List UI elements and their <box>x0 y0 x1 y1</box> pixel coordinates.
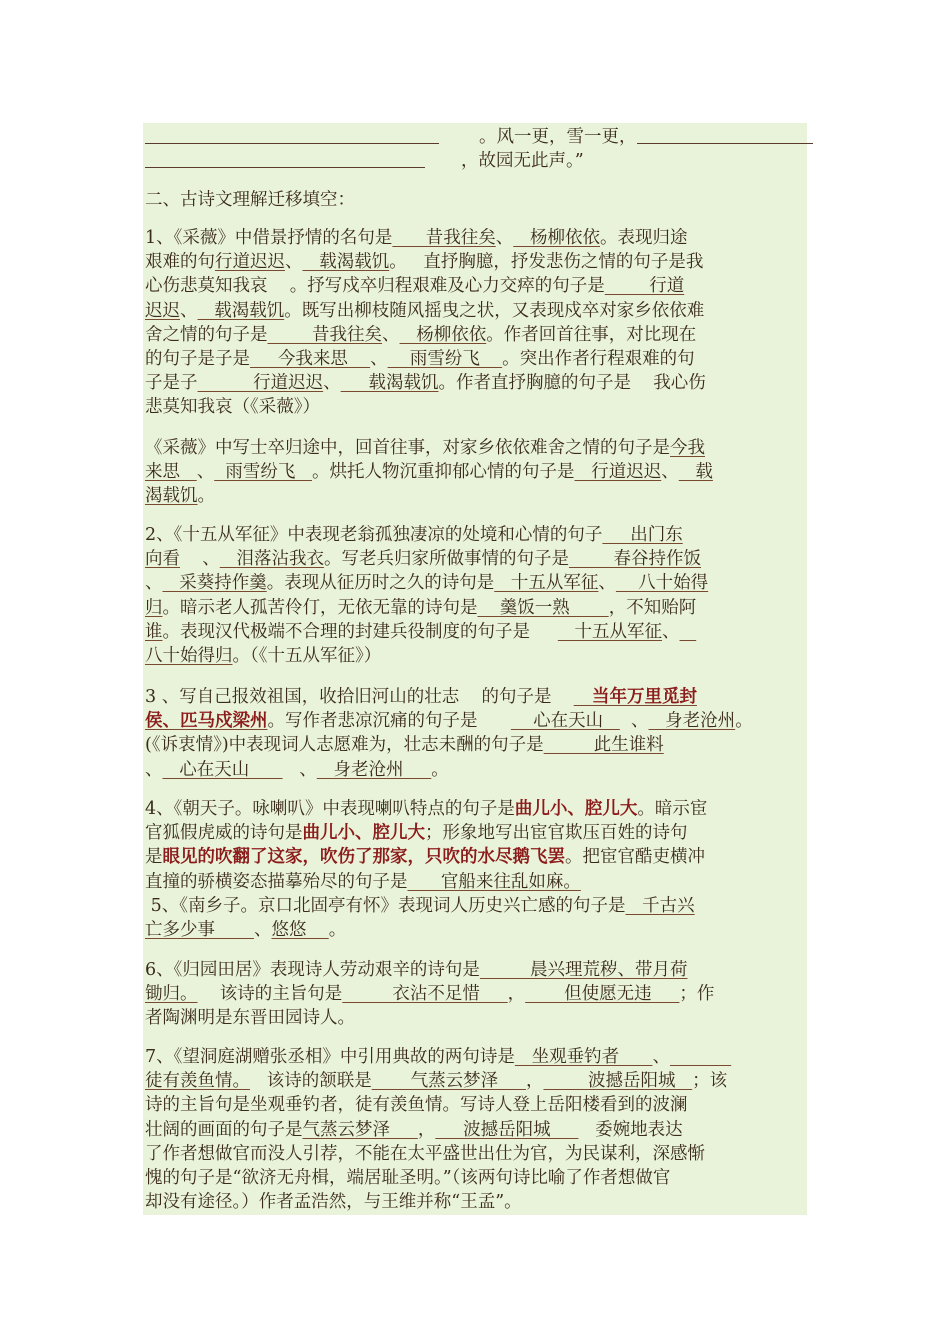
line-text: 1、《采薇》中借景抒情的名句是 <box>145 228 393 248</box>
line-text: 直撞的骄横姿态描摹殆尽的句子是 <box>145 871 408 892</box>
answer-blank: 今我来思 <box>250 348 371 369</box>
answer-blank: 但使愿无违 <box>525 984 680 1005</box>
text-line <box>145 797 813 821</box>
answer-blank: 心在天山 <box>162 759 283 780</box>
answer-blank: 载渴载饥 <box>197 300 285 321</box>
text-line <box>145 371 813 395</box>
line-text: 、 <box>598 573 616 594</box>
line-text: 、 <box>282 759 317 780</box>
line-text: 壮阔的画面的句子是 <box>145 1119 303 1140</box>
answer-blank: 杨柳依依 <box>513 228 600 248</box>
answer-blank: 八十始得 <box>615 573 709 594</box>
fill-blank <box>145 125 439 144</box>
text-line <box>145 685 813 709</box>
text-line <box>145 894 813 918</box>
line-text: ；形象地写出宦官欺压百姓的诗句 <box>425 823 688 844</box>
paragraph-guiyuan-tianju <box>145 958 813 1031</box>
answer-blank: 谁 <box>145 621 163 642</box>
line-text: 、 <box>285 252 303 273</box>
text-line <box>145 1118 813 1142</box>
answer-blank: 身老沧州 <box>316 759 432 780</box>
line-text: 、 <box>253 919 272 940</box>
answer-blank: 昔我往矣 <box>267 324 383 345</box>
text-line <box>145 982 813 1006</box>
answer-blank: 波撼岳阳城 <box>543 1071 693 1092</box>
answer-blank: 载 <box>678 462 713 483</box>
text-line <box>145 821 813 845</box>
line-text: 。暗示老人孤苦伶仃，无依无靠的诗句是 <box>162 597 478 618</box>
fill-blank <box>145 149 425 168</box>
bold-answer: 眼见的吹翻了这家，吹伤了那家，只吹的水尽鹅飞罢 <box>162 847 565 868</box>
line-text: 、 <box>661 462 679 483</box>
line-text: 诗的主旨句是坐观垂钓者，徒有羡鱼情。写诗人登上岳阳楼看到的波澜 <box>145 1095 688 1116</box>
text-line <box>145 571 813 595</box>
line-text: 、 <box>180 300 198 321</box>
line-text: 7、《望洞庭湖赠张丞相》中引用典故的两句诗是 <box>145 1047 515 1067</box>
text-line <box>145 547 813 571</box>
line-text: 2、《十五从军征》中表现老翁孤独凄凉的处境和心情的句子 <box>145 525 603 545</box>
fragment-text: ，故园无此声。” <box>461 151 584 172</box>
answer-blank: 晨兴理荒秽、带月荷 <box>479 960 688 980</box>
line-text: 、 <box>662 621 680 642</box>
line-text: 。 直抒胸臆，抒发悲伤之情的句子是我 <box>389 252 704 273</box>
line-text: 。突出作者行程艰难的句 <box>502 348 695 369</box>
line-text: 。表现从征历时之久的诗句是 <box>266 573 495 594</box>
line-text: 、 <box>145 573 163 594</box>
line-text: ， <box>417 1119 436 1140</box>
text-line <box>145 226 813 250</box>
line-text: 《采薇》中写士卒归途中，回首往事，对家乡依依难舍之情的句子是 <box>145 438 670 458</box>
answer-blank: 气蒸云梦泽 <box>302 1119 418 1140</box>
text-line <box>145 250 813 274</box>
answer-blank: 心在天山 <box>510 711 620 732</box>
answer-blank: 今我 <box>670 438 705 458</box>
line-text: ；该 <box>692 1071 728 1092</box>
line-text: 。写老兵归家所做事情的句子是 <box>323 549 569 570</box>
answer-blank: 载渴载饥 <box>340 373 439 394</box>
text-line <box>145 1093 813 1117</box>
answer-blank: 雨雪纷飞 <box>214 462 313 483</box>
line-text: 是 <box>145 847 163 868</box>
line-text: 、 <box>323 373 341 394</box>
paragraph-caiwei-1 <box>145 226 813 420</box>
answer-blank: 千古兴 <box>625 895 695 916</box>
answer-blank: 衣沾不足惜 <box>342 984 508 1005</box>
answer-blank: 行道迟迟 <box>215 252 285 273</box>
answer-blank: 此生谁料 <box>543 735 664 756</box>
line-text: 该诗的颔联是 <box>250 1071 372 1092</box>
answer-blank: 昔我往矣 <box>392 228 496 248</box>
line-text: 。 <box>197 486 215 507</box>
text-line <box>145 620 813 644</box>
line-text: 。暗示宦 <box>637 799 708 819</box>
line-text: 3 、写自己报效祖国，收拾旧河山的壮志 的句子是 <box>145 687 574 707</box>
answer-blank: 徒有羡鱼情。 <box>145 1071 250 1092</box>
line-text: 4、《朝天子。咏喇叭》中表现喇叭特点的句子是 <box>145 799 515 819</box>
answer-blank: 官船来往乱如麻。 <box>407 871 581 892</box>
answer-blank: 气蒸云梦泽 <box>371 1071 526 1092</box>
line-text: 。 <box>328 919 347 940</box>
fill-blank <box>637 125 813 144</box>
text-line <box>145 347 813 371</box>
line-text: (《诉衷情》)中表现词人志愿难为，壮志未酬的句子是 <box>145 735 544 756</box>
line-text: ；作 <box>679 984 715 1005</box>
text-line <box>145 733 813 757</box>
line-text: 艰难的句 <box>145 252 215 273</box>
text-line <box>145 596 813 620</box>
line-text: 。既写出柳枝随风摇曳之状，又表现戍卒对家乡依依难 <box>284 300 705 321</box>
text-line <box>145 395 813 419</box>
answer-blank: 泪落沾我衣 <box>219 549 324 570</box>
text-line <box>145 758 813 782</box>
text-line <box>145 436 813 460</box>
answer-blank: 十五从军征 <box>557 621 663 642</box>
section-heading: 二、古诗文理解迁移填空： <box>145 190 355 210</box>
fragment-text: 。风一更，雪一更， <box>479 127 637 147</box>
text-line <box>145 1166 813 1190</box>
answer-blank: 十五从军征 <box>494 573 599 594</box>
answer-blank: 渴载饥 <box>145 486 198 507</box>
text-line <box>145 644 813 668</box>
line-text: 者陶渊明是东晋田园诗人。 <box>145 1008 355 1029</box>
answer-blank: 锄归。 <box>145 984 198 1005</box>
text-line <box>145 918 813 942</box>
answer-blank: 采葵持作羹 <box>162 573 267 594</box>
answer-blank: 波撼岳阳城 <box>435 1119 579 1140</box>
answer-blank: 身老沧州 <box>648 711 736 732</box>
bold-answer: 曲儿小、腔儿大 <box>302 823 425 844</box>
line-text: 子是子 <box>145 373 198 394</box>
answer-blank: 来思 <box>145 462 197 483</box>
paragraph-shiwu-congjun <box>145 523 813 668</box>
text-line <box>145 523 813 547</box>
answer-blank: 出门东 <box>602 525 683 545</box>
answer-blank: 亡多少事 <box>145 919 254 940</box>
answer-blank: 春谷持作饭 <box>568 549 701 570</box>
line-text: ， <box>525 1071 544 1092</box>
line-text: 委婉地表达 <box>578 1119 683 1140</box>
text-line <box>145 460 813 484</box>
line-text: 、 <box>495 228 514 248</box>
line-text: 。表现汉代极端不合理的封建兵役制度的句子是 <box>162 621 558 642</box>
paragraph-dongting-hu <box>145 1045 813 1214</box>
answer-blank <box>680 622 697 642</box>
answer-blank: 羹饭一熟 <box>477 597 609 618</box>
answer-blank: 迟迟 <box>145 300 180 321</box>
answer-blank: 行道 <box>604 276 685 297</box>
bold-answer: 曲儿小、腔儿大 <box>514 799 638 819</box>
paragraph-suzhong-qing <box>145 685 813 782</box>
answer-blank <box>670 1047 731 1067</box>
line-text: 的句子是子是 <box>145 348 250 369</box>
line-text: 。写作者悲凉沉痛的句子是 <box>267 711 511 732</box>
line-text: ， <box>507 984 526 1005</box>
text-line <box>145 1045 813 1069</box>
text-line <box>145 1142 813 1166</box>
answer-blank: 归 <box>145 597 163 618</box>
answer-blank: 行道迟迟 <box>574 462 662 483</box>
line-text: 心伤悲莫知我哀 。抒写戍卒归程艰难及心力交瘁的句子是 <box>145 276 605 297</box>
answer-blank: 坐观垂钓者 <box>514 1047 653 1067</box>
top-line-2 <box>145 149 813 173</box>
line-text: 愧的句子是“欲济无舟楫，端居耻圣明。”（该两句诗比喻了作者想做官 <box>145 1167 671 1188</box>
text-line <box>145 1190 813 1214</box>
line-text: 了作者想做官而没人引荐，不能在太平盛世出仕为官，为民谋利，深感惭 <box>145 1143 705 1164</box>
answer-blank-bold: 当年万里觅封 <box>573 687 697 707</box>
text-line <box>145 484 813 508</box>
top-line-1 <box>145 125 813 149</box>
line-text: 、 <box>180 549 220 570</box>
line-text: 。表现归途 <box>599 228 688 248</box>
line-text: 悲莫知我哀（《采薇》） <box>145 397 320 418</box>
line-text: 、 <box>145 759 163 780</box>
line-text: 、 <box>382 324 400 345</box>
line-text: 6、《归园田居》表现诗人劳动艰辛的诗句是 <box>145 960 480 980</box>
answer-blank: 悠悠 <box>271 919 329 940</box>
line-text: 、 <box>652 1047 670 1067</box>
top-fragment <box>145 125 813 173</box>
line-text: 、 <box>196 462 215 483</box>
answer-blank-bold: 侯、匹马戍梁州 <box>145 711 268 732</box>
line-text: 。（《十五从军征》） <box>232 645 382 666</box>
text-line <box>145 299 813 323</box>
line-text: 舍之情的句子是 <box>145 324 268 345</box>
line-text: ，不知贻阿 <box>608 597 697 618</box>
line-text: 官狐假虎威的诗句是 <box>145 823 303 844</box>
paragraph-caiwei-2 <box>145 436 813 509</box>
line-text: 。 <box>431 759 449 780</box>
answer-blank: 行道迟迟 <box>197 373 324 394</box>
text-line <box>145 274 813 298</box>
line-text: 。作者回首往事，对比现在 <box>486 324 697 345</box>
line-text: 。 <box>735 711 753 732</box>
text-line <box>145 1006 813 1030</box>
text-line <box>145 1069 813 1093</box>
line-text: 。作者直抒胸臆的句子是 我心伤 <box>438 373 706 394</box>
line-text: 。把宦官酷吏横冲 <box>565 847 705 868</box>
answer-blank: 向看 <box>145 549 180 570</box>
text-line <box>145 870 813 894</box>
line-text: 5、《南乡子。京口北固亭有怀》表现词人历史兴亡感的句子是 <box>145 895 626 916</box>
line-text: 。烘托人物沉重抑郁心情的句子是 <box>312 462 575 483</box>
line-text: 该诗的主旨句是 <box>197 984 343 1005</box>
paragraph-chaotianzi <box>145 797 813 942</box>
line-text: 、 <box>370 348 388 369</box>
answer-blank: 载渴载饥 <box>302 252 390 273</box>
text-line <box>145 958 813 982</box>
answer-blank: 雨雪纷飞 <box>387 348 503 369</box>
text-line <box>145 709 813 733</box>
text-line <box>145 845 813 869</box>
answer-blank: 八十始得归 <box>145 645 233 666</box>
text-line <box>145 323 813 347</box>
line-text: 却没有途径。）作者孟浩然，与王维并称“王孟”。 <box>145 1192 522 1213</box>
answer-blank: 杨柳依依 <box>399 324 487 345</box>
line-text: 、 <box>619 711 649 732</box>
